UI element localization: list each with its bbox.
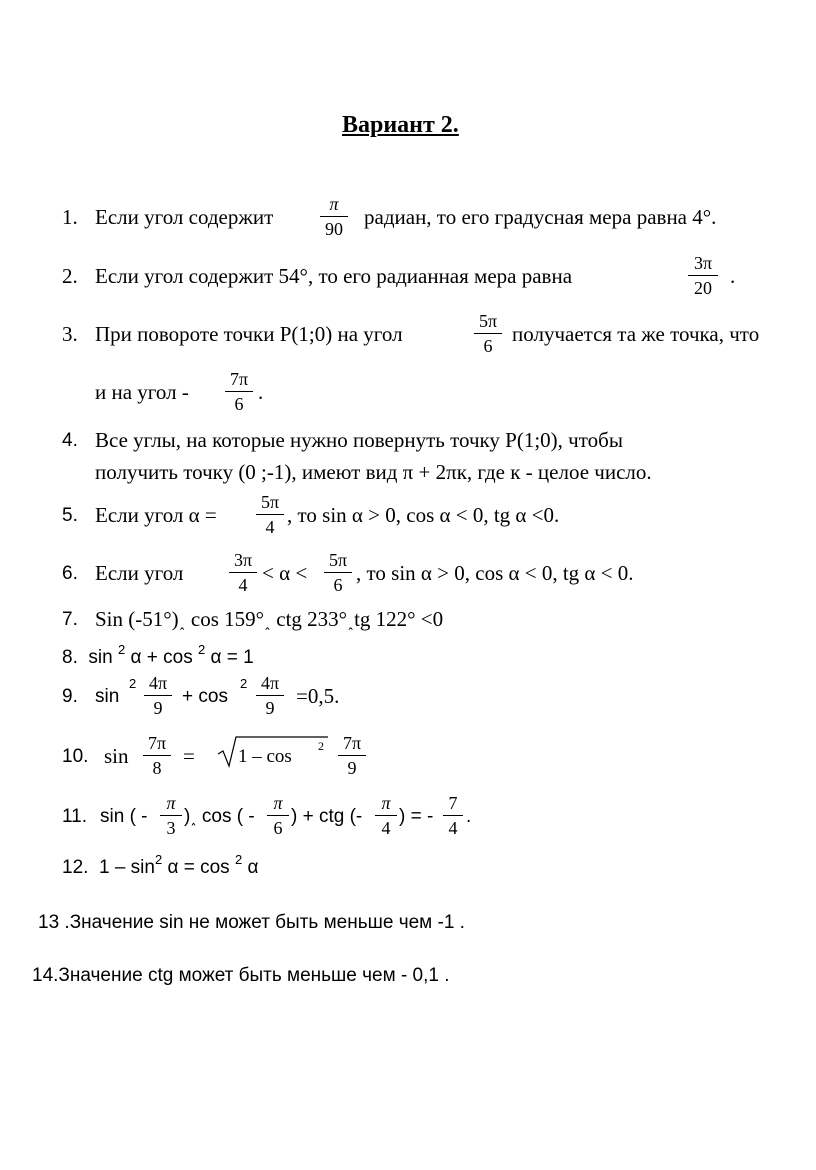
- fraction-numerator: 7: [448, 793, 458, 813]
- superscript: 2: [234, 852, 243, 867]
- fraction-denominator: 4: [238, 575, 248, 595]
- fraction: [375, 792, 397, 839]
- radicand: 1 – cos: [238, 746, 292, 767]
- fraction-denominator: 8: [152, 758, 162, 778]
- item-text: 1 – sin: [98, 857, 155, 878]
- item-text: α = 1: [205, 647, 254, 668]
- fraction-denominator: 6: [333, 575, 343, 595]
- item-text: .: [258, 380, 264, 404]
- fraction: [225, 368, 253, 415]
- fraction-numerator: 4π: [260, 673, 280, 693]
- item-text: Если угол: [95, 561, 184, 585]
- fraction-denominator: 3: [166, 818, 176, 838]
- fraction-numerator: π: [273, 793, 283, 813]
- item-text: sin: [104, 744, 129, 768]
- fraction: [143, 732, 171, 779]
- superscript: 2: [118, 642, 126, 657]
- fraction: [324, 549, 352, 596]
- fraction-numerator: 7π: [342, 733, 362, 753]
- list-item: [62, 852, 258, 879]
- item-text: Если угол содержит: [95, 205, 274, 229]
- fraction: [256, 672, 284, 719]
- item-text: .: [466, 806, 472, 827]
- fraction-denominator: 6: [273, 818, 283, 838]
- fraction: [443, 792, 463, 839]
- fraction-denominator: 90: [325, 219, 343, 239]
- item-text: Если угол содержит 54°, то его радианная мера равна: [95, 264, 573, 288]
- item-text: sin: [88, 647, 113, 668]
- fraction: [267, 792, 289, 839]
- fraction-denominator: 6: [234, 394, 244, 414]
- item-text: , то sin α > 0, cos α < 0, tg α <0.: [287, 503, 560, 527]
- item-number: 11.: [62, 806, 88, 827]
- fraction-numerator: 7π: [229, 369, 249, 389]
- fraction: [144, 672, 172, 719]
- item-text: Sin (-51°)˰ cos 159°˰ ctg 233°˰tg 122° <0: [95, 607, 444, 631]
- fraction: [474, 310, 502, 357]
- item-text: =0,5.: [296, 684, 340, 708]
- superscript: 2: [129, 676, 137, 691]
- fraction-numerator: 5π: [328, 550, 348, 570]
- item-number: 1.: [62, 205, 78, 229]
- item-number: 2.: [62, 264, 78, 288]
- item-number: 5.: [62, 505, 78, 526]
- item-text: sin ( -: [100, 806, 148, 827]
- fraction-numerator: π: [381, 793, 391, 813]
- fraction: [256, 491, 284, 538]
- fraction-denominator: 6: [483, 336, 493, 356]
- fraction-denominator: 4: [448, 818, 458, 838]
- item-text: )˰ cos ( -: [184, 806, 255, 827]
- item-text: и на угол -: [95, 380, 189, 404]
- item-number: 7.: [62, 609, 78, 630]
- fraction: [320, 193, 348, 240]
- item-text: ) + ctg (-: [291, 806, 363, 827]
- item-text: α + cos: [125, 647, 193, 668]
- item-text: Все углы, на которые нужно повернуть точку P(1;0), чтобы: [95, 428, 623, 452]
- item-number: 10.: [62, 746, 89, 767]
- item-text: При повороте точки P(1;0) на угол: [95, 322, 403, 346]
- extra-item: 13 .Значение sin не может быть меньше чем -1 .: [38, 912, 465, 933]
- fraction-denominator: 20: [694, 278, 712, 298]
- extra-item: 14.Значение ctg может быть меньше чем - 0,1 .: [32, 965, 450, 986]
- fraction-denominator: 9: [265, 698, 275, 718]
- fraction-numerator: π: [166, 793, 176, 813]
- fraction: [160, 792, 182, 839]
- item-number: 4.: [62, 430, 78, 451]
- item-text: =: [183, 744, 195, 768]
- item-number: 12.: [62, 857, 89, 878]
- item-text: получить точку (0 ;-1), имеют вид π + 2πк, где к - целое число.: [95, 460, 652, 484]
- item-text: sin: [95, 686, 120, 707]
- item-number: 3.: [62, 322, 78, 346]
- item-text: радиан, то его градусная мера равна 4°.: [364, 205, 717, 229]
- item-text: .: [730, 264, 736, 288]
- item-text: α = cos: [162, 857, 230, 878]
- item-text: < α <: [262, 561, 308, 585]
- fraction-numerator: π: [329, 194, 339, 214]
- fraction: [229, 549, 257, 596]
- fraction-denominator: 4: [265, 517, 275, 537]
- fraction-numerator: 3π: [693, 253, 713, 273]
- superscript: 2: [154, 852, 163, 867]
- fraction-numerator: 5π: [478, 311, 498, 331]
- superscript: 2: [240, 676, 248, 691]
- fraction: [688, 252, 718, 299]
- item-number: 9.: [62, 686, 78, 707]
- page-title: Вариант 2.: [342, 112, 459, 138]
- item-text: α: [242, 857, 259, 878]
- fraction: [338, 732, 366, 779]
- item-text: , то sin α > 0, cos α < 0, tg α < 0.: [356, 561, 634, 585]
- fraction-numerator: 3π: [233, 550, 253, 570]
- fraction-numerator: 7π: [147, 733, 167, 753]
- superscript: 2: [198, 642, 206, 657]
- item-text: + cos: [182, 686, 228, 707]
- item-text: Если угол α =: [95, 503, 217, 527]
- fraction-denominator: 4: [381, 818, 391, 838]
- fraction-numerator: 4π: [148, 673, 168, 693]
- fraction-denominator: 9: [153, 698, 163, 718]
- fraction-numerator: 5π: [260, 492, 280, 512]
- item-text: ) = -: [399, 806, 434, 827]
- item-number: 6.: [62, 563, 78, 584]
- item-number: 8.: [62, 647, 78, 668]
- item-text: получается та же точка, что: [512, 322, 760, 346]
- list-item: [62, 642, 254, 669]
- superscript: 2: [318, 739, 324, 753]
- fraction-denominator: 9: [347, 758, 357, 778]
